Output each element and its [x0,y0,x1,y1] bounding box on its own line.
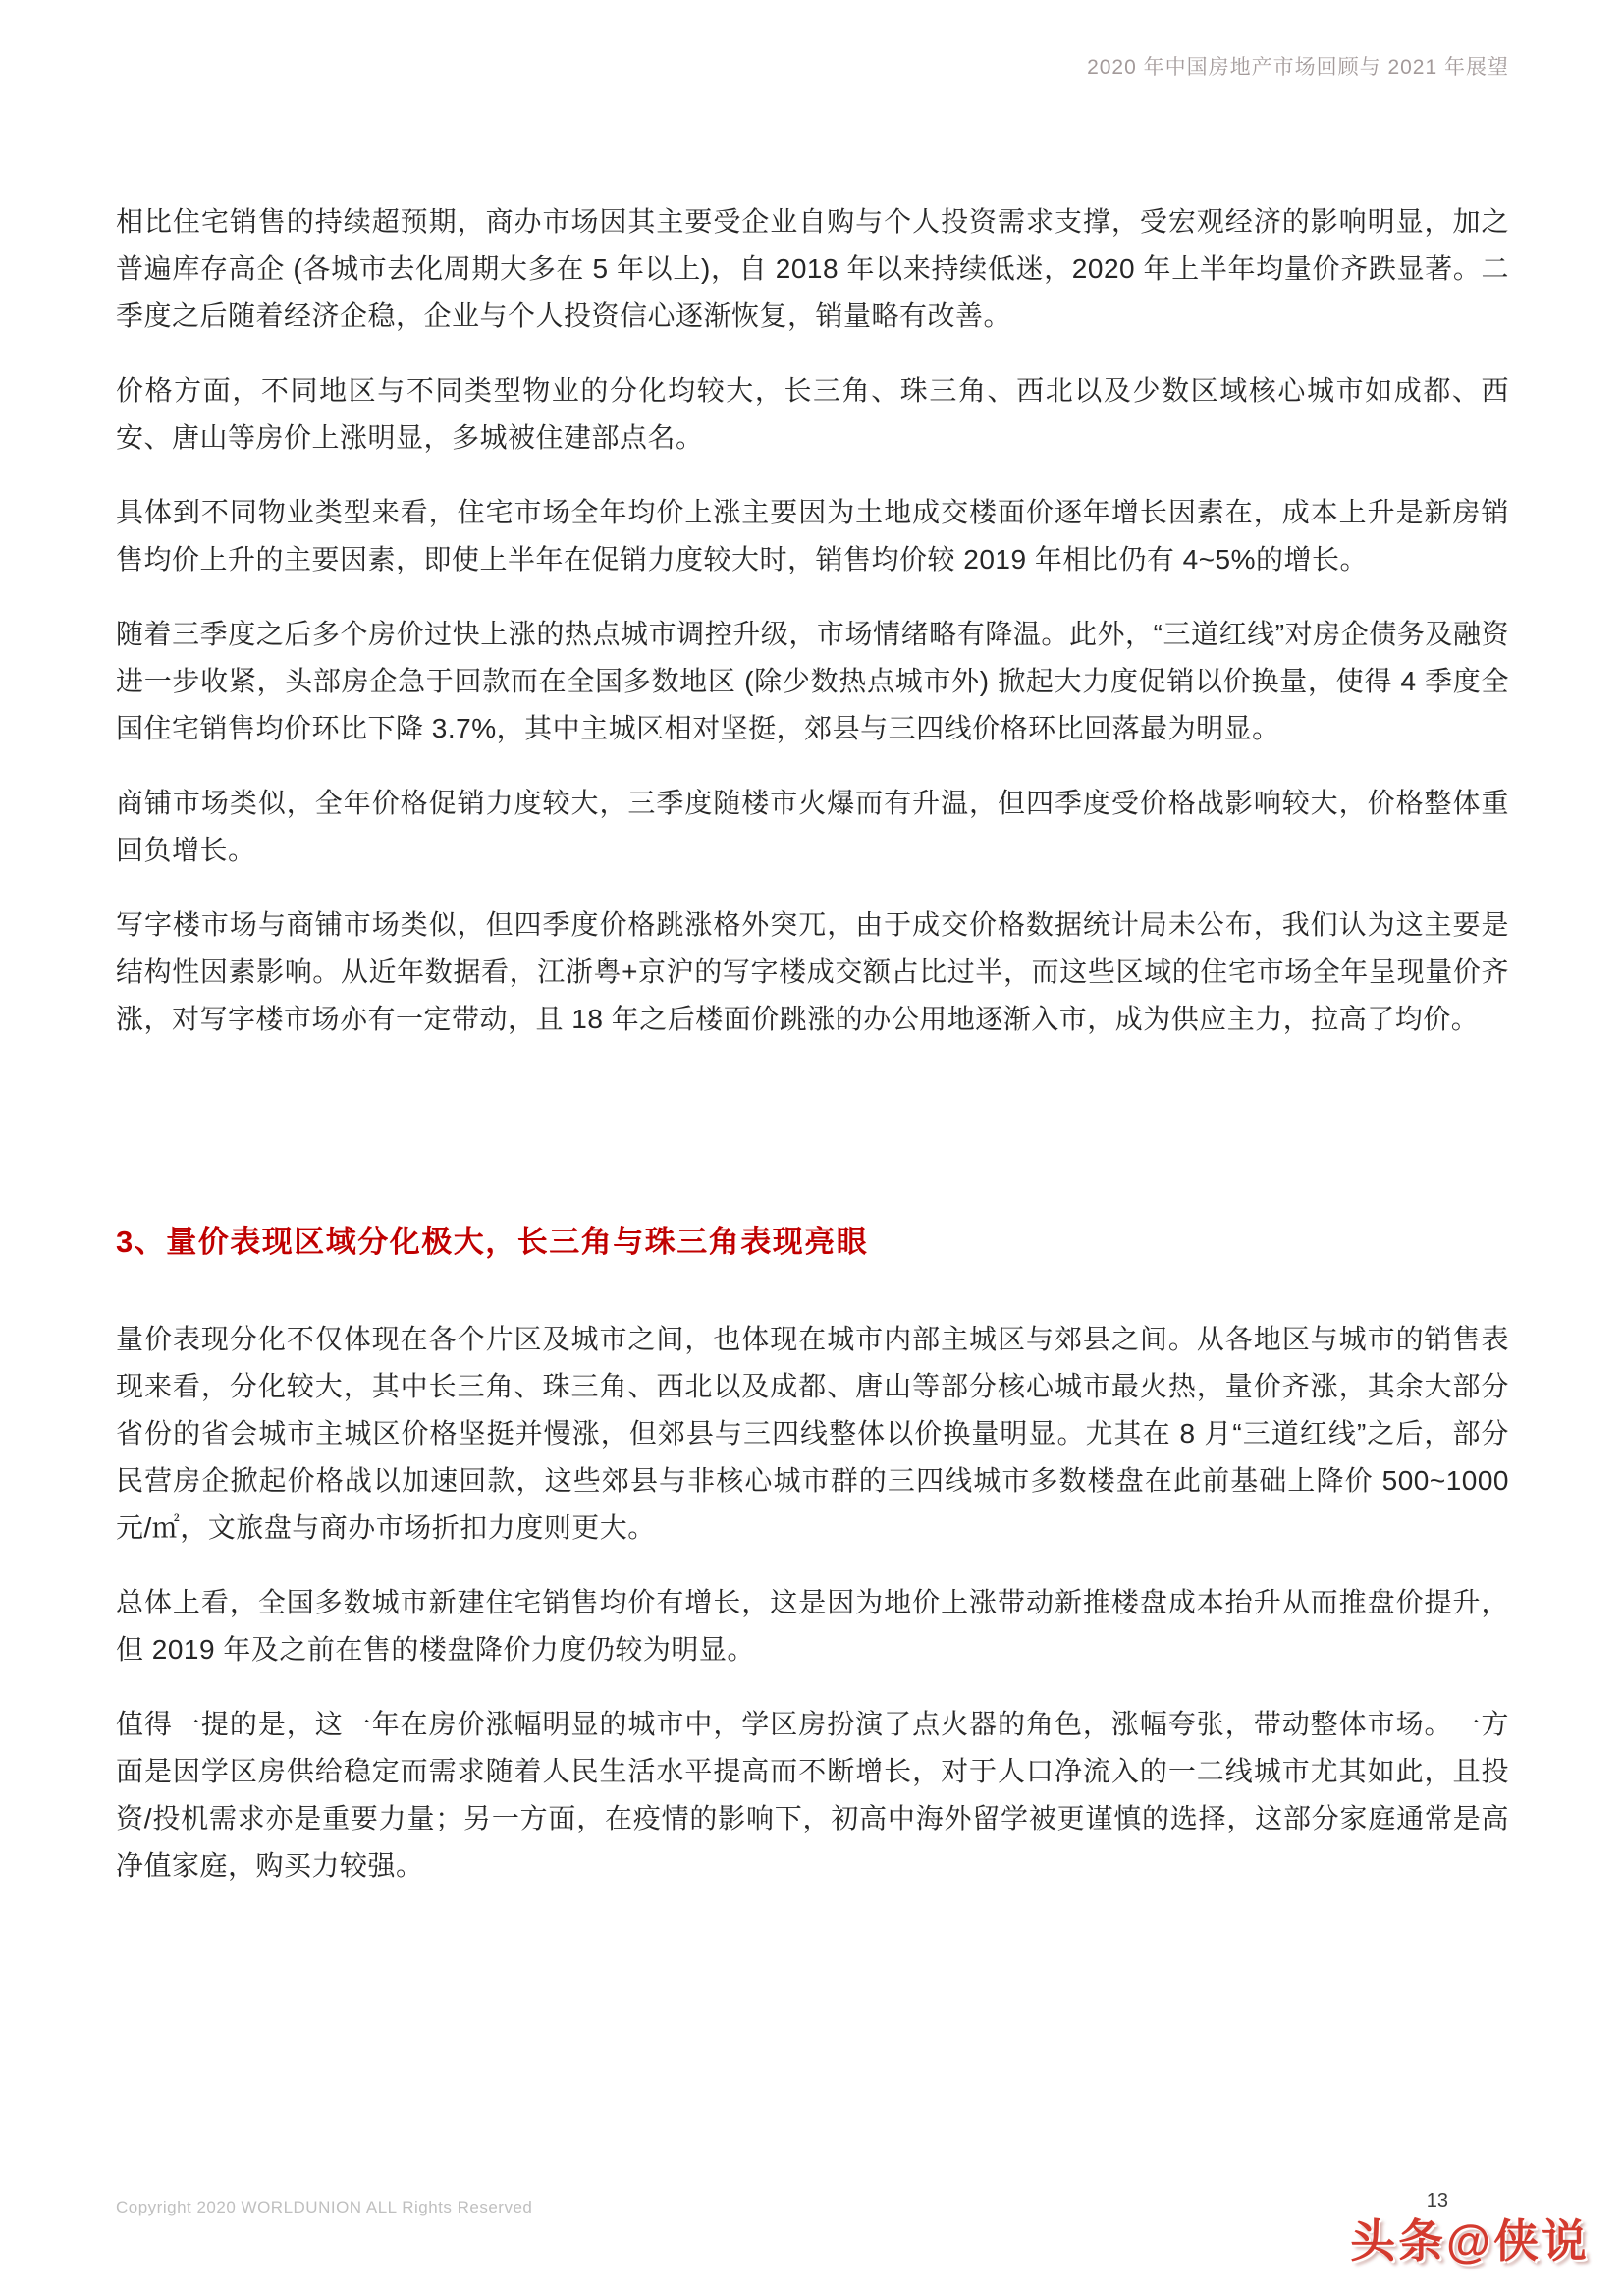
watermark-logo: 头条@侠说 [1350,2215,1590,2267]
document-body [116,198,1509,1917]
paragraph: 值得一提的是，这一年在房价涨幅明显的城市中，学区房扮演了点火器的角色，涨幅夸张，带动整体市场。一方面是因学区房供给稳定而需求随着人民生活水平提高而不断增长，对于人口净流入的一二线城市尤其如此，且投资/投机需求亦是重要力量；另一方面，在疫情的影响下，初高中海外留学被更谨慎的选择，这部分家庭通常是高净值家庭，购买力较强。 [116,1709,1509,1881]
section-heading: 3、量价表现区域分化极大，长三角与珠三角表现亮眼 [116,1225,869,1259]
paragraph: 量价表现分化不仅体现在各个片区及城市之间，也体现在城市内部主城区与郊县之间。从各地区与城市的销售表现来看，分化较大，其中长三角、珠三角、西北以及成都、唐山等部分核心城市最火热，量价齐涨，其余大部分省份的省会城市主城区价格坚挺并慢涨，但郊县与三四线整体以价换量明显。尤其在 8 月“三道红线”之后，部分民营房企掀起价格战以加速回款，这些郊县与非核心城市群的三四线城市多数楼盘在此前基础上降价 500~1000 元/㎡，文旅盘与商办市场折扣力度则更大。 [116,1324,1509,1543]
paragraph: 随着三季度之后多个房价过快上涨的热点城市调控升级，市场情绪略有降温。此外，“三道红线”对房企债务及融资进一步收紧，头部房企急于回款而在全国多数地区 (除少数热点城市外) 掀起大力度促销以价换量，使得 4 季度全国住宅销售均价环比下降 3.7%，其中主城区相对坚挺，郊县与三四线价格环比回落最为明显。 [116,619,1509,743]
paragraph: 相比住宅销售的持续超预期，商办市场因其主要受企业自购与个人投资需求支撑，受宏观经济的影响明显，加之普遍库存高企 (各城市去化周期大多在 5 年以上)，自 2018 年以来持续低迷，2020 年上半年均量价齐跌显著。二季度之后随着经济企稳，企业与个人投资信心逐渐恢复，销量略有改善。 [116,206,1509,331]
footer-copyright: Copyright 2020 WORLDUNION ALL Rights Reserved [116,2198,533,2216]
page-number: 13 [1426,2190,1448,2212]
paragraph: 价格方面，不同地区与不同类型物业的分化均较大，长三角、珠三角、西北以及少数区域核心城市如成都、西安、唐山等房价上涨明显，多城被住建部点名。 [116,375,1509,453]
paragraph: 写字楼市场与商铺市场类似，但四季度价格跳涨格外突兀，由于成交价格数据统计局未公布，我们认为这主要是结构性因素影响。从近年数据看，江浙粤+京沪的写字楼成交额占比过半，而这些区域的住宅市场全年呈现量价齐涨，对写字楼市场亦有一定带动，且 18 年之后楼面价跳涨的办公用地逐渐入市，成为供应主力，拉高了均价。 [116,909,1509,1034]
paragraph: 商铺市场类似，全年价格促销力度较大，三季度随楼市火爆而有升温，但四季度受价格战影响较大，价格整体重回负增长。 [116,788,1509,865]
paragraph: 总体上看，全国多数城市新建住宅销售均价有增长，这是因为地价上涨带动新推楼盘成本抬升从而推盘价提升，但 2019 年及之前在售的楼盘降价力度仍较为明显。 [116,1587,1509,1665]
running-header-title: 2020 年中国房地产市场回顾与 2021 年展望 [1087,56,1509,79]
paragraph: 具体到不同物业类型来看，住宅市场全年均价上涨主要因为土地成交楼面价逐年增长因素在，成本上升是新房销售均价上升的主要因素，即使上半年在促销力度较大时，销售均价较 2019 年相比仍有 4~5%的增长。 [116,497,1509,574]
